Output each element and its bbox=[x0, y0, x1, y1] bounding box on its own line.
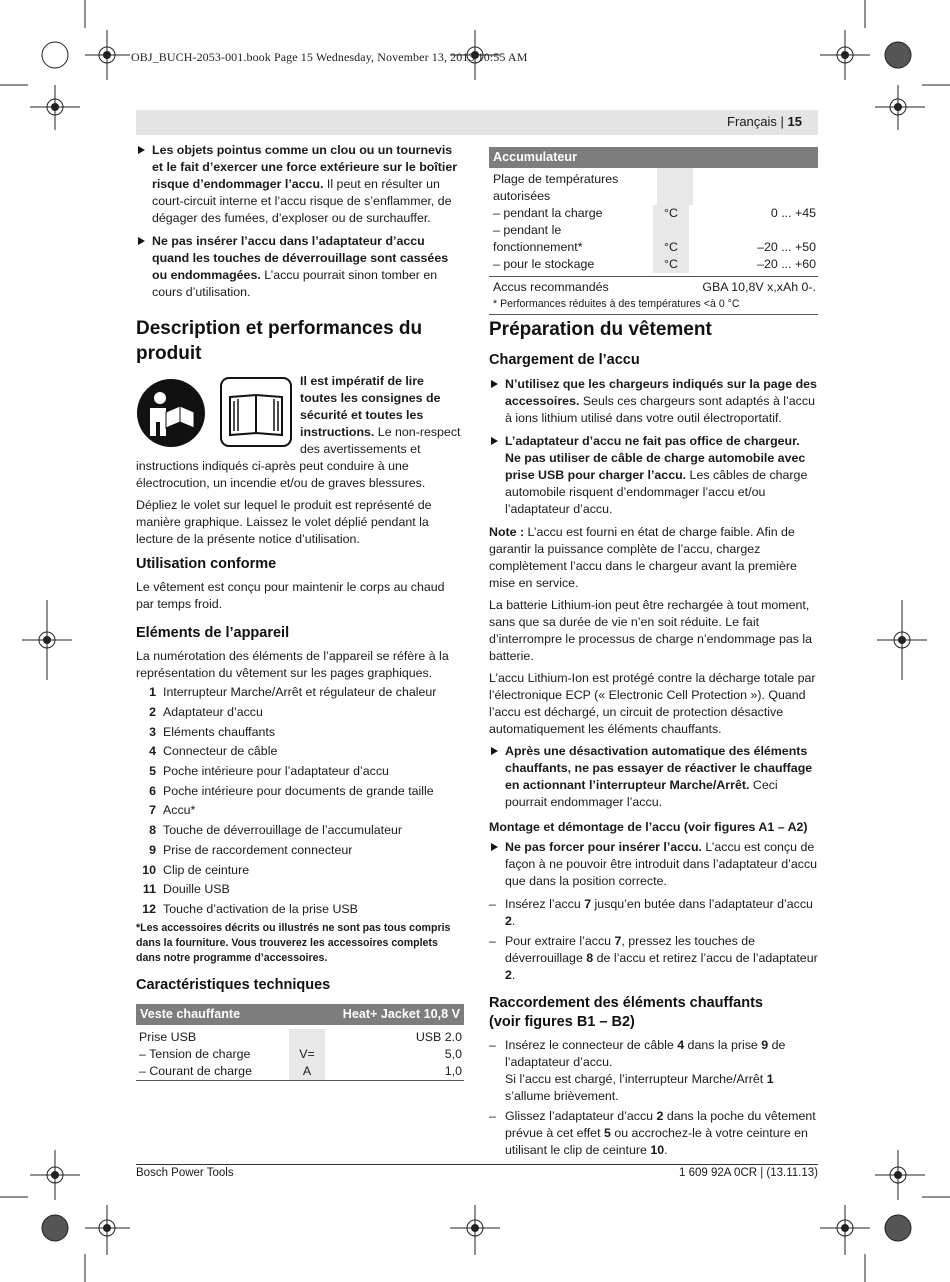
ref-number: 4 bbox=[677, 1038, 685, 1052]
ref-number: 8 bbox=[586, 951, 594, 965]
step-text: de l’accu et retirez l’accu de l’adaptateur bbox=[593, 951, 818, 965]
tech-row-label: – Courant de charge bbox=[139, 1064, 252, 1078]
element-number: 3 bbox=[149, 724, 156, 739]
element-number: 6 bbox=[149, 783, 156, 798]
step-text: Insérez l’accu bbox=[505, 897, 585, 911]
page-number: 15 bbox=[787, 114, 802, 129]
element-number: 8 bbox=[149, 823, 156, 838]
warning-item bbox=[489, 433, 818, 518]
step-text: Si l’accu est chargé, l’interrupteur Marche/Arrêt bbox=[505, 1072, 767, 1086]
warning-bold: L’adaptateur d’accu ne fait pas office de chargeur. Ne pas utiliser de câble de charge automobile avec prise USB pour charger l’accu. bbox=[505, 434, 806, 482]
acc-row-label: – pour le stockage bbox=[493, 257, 595, 271]
step-item bbox=[489, 1037, 818, 1105]
ref-number: 2 bbox=[505, 968, 512, 982]
accumulator-table bbox=[489, 147, 818, 315]
tech-table-row bbox=[136, 1029, 464, 1046]
tech-table-body bbox=[136, 1029, 464, 1081]
acc-temp-label: Plage de températures autorisées bbox=[493, 172, 619, 203]
acc-row-value: –20 ... +50 bbox=[757, 240, 816, 254]
footer-right: 1 609 92A 0CR | (13.11.13) bbox=[679, 1167, 818, 1179]
safety-bold: Il est impératif de lire toutes les consignes de sécurité et toutes les instructions. bbox=[300, 374, 441, 439]
elements-section bbox=[136, 624, 464, 971]
tech-table-row bbox=[136, 1063, 464, 1080]
warning-bold: Les objets pointus comme un clou ou un tournevis et le fait d’exercer une force extérieure sur le boîtier risque d’endommager l’accu. bbox=[152, 143, 458, 191]
tech-table-row bbox=[136, 1046, 464, 1063]
step-item bbox=[489, 896, 818, 930]
safety-paragraph-block bbox=[136, 373, 464, 553]
acc-table-header bbox=[489, 147, 818, 168]
tech-section bbox=[136, 976, 464, 1081]
element-list-item bbox=[136, 781, 464, 801]
elements-list bbox=[136, 683, 464, 919]
element-number: 11 bbox=[142, 882, 156, 897]
subsection-heading: (voir figures B1 – B2) bbox=[489, 1014, 635, 1030]
element-label: Interrupteur Marche/Arrêt et régulateur de chaleur bbox=[163, 685, 437, 700]
acc-table-temp-row bbox=[489, 168, 818, 205]
warning-bold: N’utilisez que les chargeurs indiqués sur la page des accessoires. bbox=[505, 377, 817, 408]
step-text: Glissez l’adaptateur d’accu bbox=[505, 1109, 657, 1123]
tech-row-value: 1,0 bbox=[444, 1064, 462, 1078]
warning-text: Seuls ces chargeurs sont adaptés à l’accu à ions lithium utilisé dans votre outil électroportatif. bbox=[505, 394, 815, 425]
acc-footnote: * Performances réduites à des températures <à 0 °C bbox=[489, 296, 818, 315]
print-header: OBJ_BUCH-2053-001.book Page 15 Wednesday, November 13, 2013 10:55 AM bbox=[131, 50, 528, 64]
liion-paragraph: La batterie Lithium-ion peut être rechargée à tout moment, sans que sa durée de vie n’en soit réduite. Le fait d’interrompre le processus de charge n’endommage pas la batterie. bbox=[489, 598, 813, 663]
dash-bullet: – bbox=[489, 1109, 496, 1123]
element-number: 4 bbox=[149, 744, 156, 759]
step-text: jusqu’en butée dans l’adaptateur d’accu bbox=[591, 897, 813, 911]
subsection-heading: Chargement de l’accu bbox=[489, 352, 640, 368]
warning-bullet-icon bbox=[491, 437, 498, 445]
element-list-item bbox=[136, 683, 464, 703]
warning-bullet-icon bbox=[491, 843, 498, 851]
footer-left: Bosch Power Tools bbox=[136, 1167, 234, 1179]
warning-bold: Ne pas forcer pour insérer l’accu. bbox=[505, 840, 702, 854]
warning-item bbox=[489, 839, 818, 890]
step-text: , pressez les touches de déverrouillage bbox=[505, 934, 756, 965]
subsection-heading: Raccordement des éléments chauffants bbox=[489, 995, 763, 1011]
acc-table-rows bbox=[489, 205, 818, 273]
element-number: 2 bbox=[149, 705, 156, 720]
element-list-item bbox=[136, 801, 464, 821]
warning-text: Les câbles de charge automobile risquent d’endommager l’accu et/ou l’adaptateur d’accu. bbox=[505, 468, 808, 516]
warning-item bbox=[136, 142, 464, 227]
icon-float-spacer bbox=[136, 373, 300, 453]
preparation-section bbox=[489, 317, 818, 1162]
element-list-item bbox=[136, 900, 464, 920]
warning-item bbox=[489, 743, 818, 811]
acc-recommended-row bbox=[489, 276, 818, 296]
tech-row-value: USB 2.0 bbox=[415, 1030, 462, 1044]
tech-table-head-right: Heat+ Jacket 10,8 V bbox=[342, 1007, 460, 1021]
running-head-separator: | bbox=[780, 114, 788, 129]
warning-text: Il peut en résulter un court-circuit interne et l’accu risque de s’enflammer, de dégager des fumées, d’exploser ou de surchauffer. bbox=[152, 177, 452, 225]
warning-bold: Après une désactivation automatique des éléments chauffants, ne pas essayer de réactiver le chauffage en actionnant l’interrupteur Marche/Arrêt. bbox=[505, 744, 813, 792]
acc-row-value: –20 ... +60 bbox=[757, 257, 816, 271]
element-label: Douille USB bbox=[163, 882, 230, 897]
safety-text: Le non-respect des avertissements et instructions indiqués ci-après peut conduire à une électrocution, un incendie et/ou de graves blessures. bbox=[136, 425, 461, 490]
acc-row-unit: °C bbox=[653, 205, 689, 222]
warning-item bbox=[489, 376, 818, 427]
step-text: dans la poche du vêtement prévue à cet effet bbox=[505, 1109, 816, 1140]
step-text: . bbox=[511, 914, 516, 928]
warning-item bbox=[136, 233, 464, 301]
mount-heading: Montage et démontage de l’accu (voir figures A1 – A2) bbox=[489, 820, 808, 834]
usage-section bbox=[136, 555, 464, 618]
step-text: Pour extraire l’accu bbox=[505, 934, 615, 948]
element-list-item bbox=[136, 762, 464, 782]
section-heading: Préparation du vêtement bbox=[489, 319, 712, 340]
step-text: . bbox=[664, 1143, 668, 1157]
element-number: 12 bbox=[142, 901, 156, 916]
note-text: L’accu est fourni en état de charge faible. Afin de garantir la puissance complète de l’accu, chargez complètement l’accu dans le chargeur avant la première mise en service. bbox=[489, 525, 797, 590]
subsection-heading: Eléments de l’appareil bbox=[136, 625, 290, 641]
description-heading-block bbox=[136, 316, 466, 366]
element-list-item bbox=[136, 841, 464, 861]
ecp-paragraph: L’accu Lithium-Ion est protégé contre la décharge totale par l’électronique ECP (« Electronic Cell Protection »). Quand l’accu est déchargé, un circuit de protection désactive automatiquement les éléments chauffants. bbox=[489, 671, 816, 736]
safety-paragraph bbox=[136, 373, 464, 492]
acc-row-unit: °C bbox=[653, 222, 689, 256]
warning-text: Ceci pourrait endommager l’accu. bbox=[505, 778, 778, 809]
element-label: Adaptateur d’accu bbox=[163, 705, 263, 720]
step-text: ou accrochez-le à votre ceinture en utilisant le clip de ceinture bbox=[505, 1126, 808, 1157]
step-item bbox=[489, 1108, 818, 1159]
element-list-item bbox=[136, 742, 464, 762]
element-list-item bbox=[136, 880, 464, 900]
element-label: Touche de déverrouillage de l’accumulateur bbox=[163, 823, 403, 838]
element-number: 7 bbox=[149, 803, 156, 818]
acc-recommended-value: GBA 10,8V x,xAh 0-. bbox=[702, 280, 816, 294]
acc-row-label: – pendant le fonctionnement* bbox=[493, 223, 583, 254]
acc-recommended-label: Accus recommandés bbox=[493, 280, 609, 294]
running-head-section: Français bbox=[727, 114, 777, 129]
ref-number: 7 bbox=[584, 897, 592, 911]
tech-row-unit bbox=[289, 1029, 325, 1046]
dash-bullet: – bbox=[489, 897, 496, 911]
warning-bullet-icon bbox=[491, 380, 498, 388]
element-list-item bbox=[136, 703, 464, 723]
accessories-note: *Les accessoires décrits ou illustrés ne sont pas tous compris dans la fourniture. Vous trouverez les accessoires complets dans notre programme d’accessoires. bbox=[136, 922, 451, 965]
warning-text: L’accu est conçu de façon à ne pouvoir être introduit dans l’adaptateur d’accu que dans la position correcte. bbox=[505, 840, 818, 888]
ref-number: 1 bbox=[766, 1072, 774, 1086]
running-head bbox=[727, 114, 802, 129]
element-number: 1 bbox=[149, 685, 156, 700]
running-head-bar bbox=[136, 110, 818, 135]
element-number: 5 bbox=[149, 764, 156, 779]
element-list-item bbox=[136, 821, 464, 841]
acc-table-row bbox=[489, 256, 818, 273]
acc-row-value: 0 ... +45 bbox=[770, 206, 816, 220]
ref-number: 5 bbox=[603, 1126, 611, 1140]
ref-number: 7 bbox=[614, 934, 622, 948]
acc-row-unit: °C bbox=[653, 256, 689, 273]
acc-table-row bbox=[489, 205, 818, 222]
step-text: . bbox=[511, 968, 516, 982]
section-heading: Description et performances du produit bbox=[136, 318, 423, 364]
tech-table-head-left: Veste chauffante bbox=[140, 1007, 241, 1021]
warning-bold: Ne pas insérer l’accu dans l’adaptateur d’accu quand les touches de déverrouillage sont cassées ou endommagées. bbox=[152, 234, 449, 282]
acc-row-label: – pendant la charge bbox=[493, 206, 603, 220]
warning-text: L’accu pourrait sinon tomber en cours d’utilisation. bbox=[152, 268, 438, 299]
step-item bbox=[489, 933, 818, 984]
footer-rule bbox=[136, 1164, 818, 1165]
warning-bullet-icon bbox=[138, 146, 145, 154]
step-text: de l’adaptateur d’accu. bbox=[505, 1038, 786, 1069]
note-paragraph bbox=[489, 524, 818, 592]
element-label: Poche intérieure pour l’adaptateur d’accu bbox=[163, 764, 389, 779]
usage-text: Le vêtement est conçu pour maintenir le corps au chaud par temps froid. bbox=[136, 580, 445, 611]
unfold-paragraph: Dépliez le volet sur lequel le produit est représenté de manière graphique. Laissez le volet déplié pendant la lecture de la présente notice d’utilisation. bbox=[136, 498, 432, 546]
ref-number: 10 bbox=[650, 1143, 665, 1157]
element-label: Touche d’activation de la prise USB bbox=[163, 901, 358, 916]
tech-row-label: Prise USB bbox=[139, 1030, 197, 1044]
step-text: s’allume brièvement. bbox=[505, 1089, 619, 1103]
subsection-heading: Utilisation conforme bbox=[136, 556, 277, 572]
element-label: Clip de ceinture bbox=[163, 862, 250, 877]
warning-bullet-icon bbox=[138, 237, 145, 245]
acc-unit-cell bbox=[657, 168, 693, 205]
tech-row-unit: A bbox=[289, 1063, 325, 1080]
acc-table-head: Accumulateur bbox=[493, 150, 577, 164]
element-list-item bbox=[136, 722, 464, 742]
tech-row-value: 5,0 bbox=[444, 1047, 462, 1061]
ref-number: 2 bbox=[656, 1109, 664, 1123]
acc-table-row bbox=[489, 222, 818, 256]
warning-bullet-icon bbox=[491, 747, 498, 755]
ref-number: 9 bbox=[761, 1038, 769, 1052]
element-list-item bbox=[136, 860, 464, 880]
dash-bullet: – bbox=[489, 1038, 496, 1052]
step-text: Insérez le connecteur de câble bbox=[505, 1038, 678, 1052]
left-column bbox=[136, 142, 464, 307]
ref-number: 2 bbox=[505, 914, 512, 928]
tech-table-header bbox=[136, 1004, 464, 1025]
element-number: 10 bbox=[142, 862, 156, 877]
elements-intro: La numérotation des éléments de l’appareil se réfère à la représentation du vêtement sur les pages graphiques. bbox=[136, 649, 449, 680]
step-text: dans la prise bbox=[684, 1038, 762, 1052]
note-label: Note : bbox=[489, 525, 525, 539]
tech-row-label: – Tension de charge bbox=[139, 1047, 251, 1061]
element-label: Prise de raccordement connecteur bbox=[163, 842, 353, 857]
element-label: Eléments chauffants bbox=[163, 724, 276, 739]
subsection-heading: Caractéristiques techniques bbox=[136, 977, 331, 993]
element-label: Connecteur de câble bbox=[163, 744, 278, 759]
element-number: 9 bbox=[149, 842, 156, 857]
element-label: Poche intérieure pour documents de grande taille bbox=[163, 783, 434, 798]
element-label: Accu* bbox=[163, 803, 196, 818]
tech-row-unit: V= bbox=[289, 1046, 325, 1063]
dash-bullet: – bbox=[489, 934, 496, 948]
